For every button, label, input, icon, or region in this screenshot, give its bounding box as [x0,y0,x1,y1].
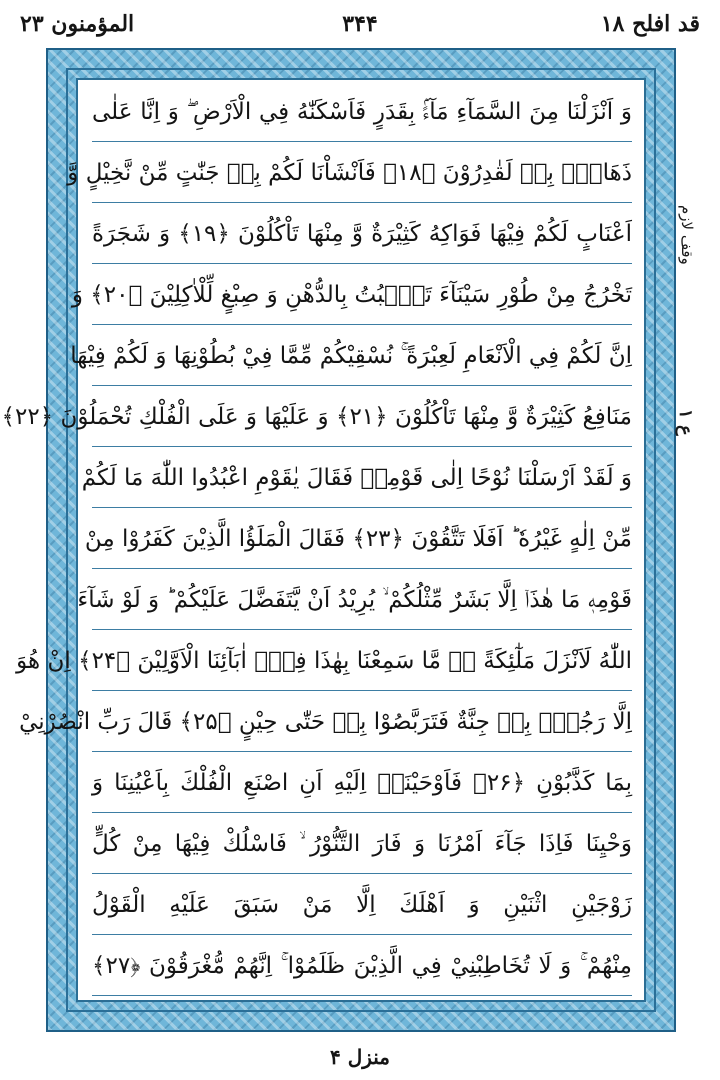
text-line-5: اِنَّ لَكُمْ فِي الْاَنْعَامِ لَعِبْرَةً ۚ نُسْقِيْكُمْ مِّمَّا فِيْ بُطُوْنِهَا وَ لَكُمْ فِيْهَا [92,326,632,386]
text-line-8: مِّنْ اِلٰهٍ غَيْرُهٗ ؕ اَفَلَا تَتَّقُوْنَ ﴿۲۳﴾ فَقَالَ الْمَلَؤُا الَّذِيْنَ كَفَرُوْا مِنْ [92,509,632,569]
text-line-3: اَعْنَابٍ لَكُمْ فِيْهَا فَوَاكِهُ كَثِيْرَةٌ وَّ مِنْهَا تَاْكُلُوْنَ ﴿۱۹﴾ وَ شَجَرَةً [92,204,632,264]
text-line-4: تَخْرُجُ مِنْ طُوْرِ سَيْنَآءَ تَنْۢبُتُ بِالدُّهْنِ وَ صِبْغٍ لِّلْاٰكِلِيْنَ ﴿۲۰﴾ وَ [92,265,632,325]
page-header [20,6,700,46]
ruku-margin-mark: ع ۱ [675,408,696,436]
text-line-9: قَوْمِهٖ مَا هٰذَاۤ اِلَّا بَشَرٌ مِّثْلُكُمْ ۙ يُرِيْدُ اَنْ يَّتَفَضَّلَ عَلَيْكُمْ ؕ وَ لَوْ شَآءَ [92,570,632,630]
text-line-2: ذَهَابٍۢ بِهٖ لَقٰدِرُوْنَ ﴿۱۸﴾ فَاَنْشَاْنَا لَكُمْ بِهٖ جَنّٰتٍ مِّنْ نَّخِيْلٍ وَّ [92,143,632,203]
text-line-14: زَوْجَيْنِ اثْنَيْنِ وَ اَهْلَكَ اِلَّا مَنْ سَبَقَ عَلَيْهِ الْقَوْلُ [92,875,632,935]
text-line-7: وَ لَقَدْ اَرْسَلْنَا نُوْحًا اِلٰى قَوْمِهٖ فَقَالَ يٰقَوْمِ اعْبُدُوا اللّٰهَ مَا لَكُمْ [92,448,632,508]
waqf-margin-note: وقف لازم [678,205,696,265]
text-line-1: وَ اَنْزَلْنَا مِنَ السَّمَآءِ مَآءًۢ بِقَدَرٍ فَاَسْكَنّٰهُ فِي الْاَرْضِ ۖ وَ اِنَّا عَلٰى [92,82,632,142]
page-number: ۳۴۴ [342,11,378,37]
text-line-12: بِمَا كَذَّبُوْنِ ﴿۲۶﴾ فَاَوْحَيْنَاۤ اِلَيْهِ اَنِ اصْنَعِ الْفُلْكَ بِاَعْيُنِنَا وَ [92,753,632,813]
text-line-10: اللّٰهُ لَاَنْزَلَ مَلٰٓئِكَةً ۖۚ مَّا سَمِعْنَا بِهٰذَا فِيْۤ اٰبَآئِنَا الْاَوَّلِيْنَ ﴿۲۴﴾ اِنْ هُوَ [92,631,632,691]
surah-name: المؤمنون ۲۳ [20,11,135,37]
quran-text-panel [1,78,646,1002]
text-line-15: مِنْهُمْ ۚ وَ لَا تُخَاطِبْنِيْ فِي الَّذِيْنَ ظَلَمُوْا ۚ اِنَّهُمْ مُّغْرَقُوْنَ ﴿۲۷﴾ [92,936,632,996]
juz-name: قد افلح ۱۸ [600,11,700,37]
text-line-6: مَنَافِعُ كَثِيْرَةٌ وَّ مِنْهَا تَاْكُلُوْنَ ﴿۲۱﴾ وَ عَلَيْهَا وَ عَلَى الْفُلْكِ تُحْمَلُوْنَ ﴿۲۲﴾ [92,387,632,447]
text-line-11: اِلَّا رَجُلٌۢ بِهٖ جِنَّةٌ فَتَرَبَّصُوْا بِهٖ حَتّٰى حِيْنٍ ﴿۲۵﴾ قَالَ رَبِّ انْصُرْنِيْ [92,692,632,752]
text-line-13: وَحْيِنَا فَاِذَا جَآءَ اَمْرُنَا وَ فَارَ التَّنُّوْرُ ۙ فَاسْلُكْ فِيْهَا مِنْ كُلٍّ [92,814,632,874]
manzil-footer: منزل ۴ [329,1045,391,1069]
